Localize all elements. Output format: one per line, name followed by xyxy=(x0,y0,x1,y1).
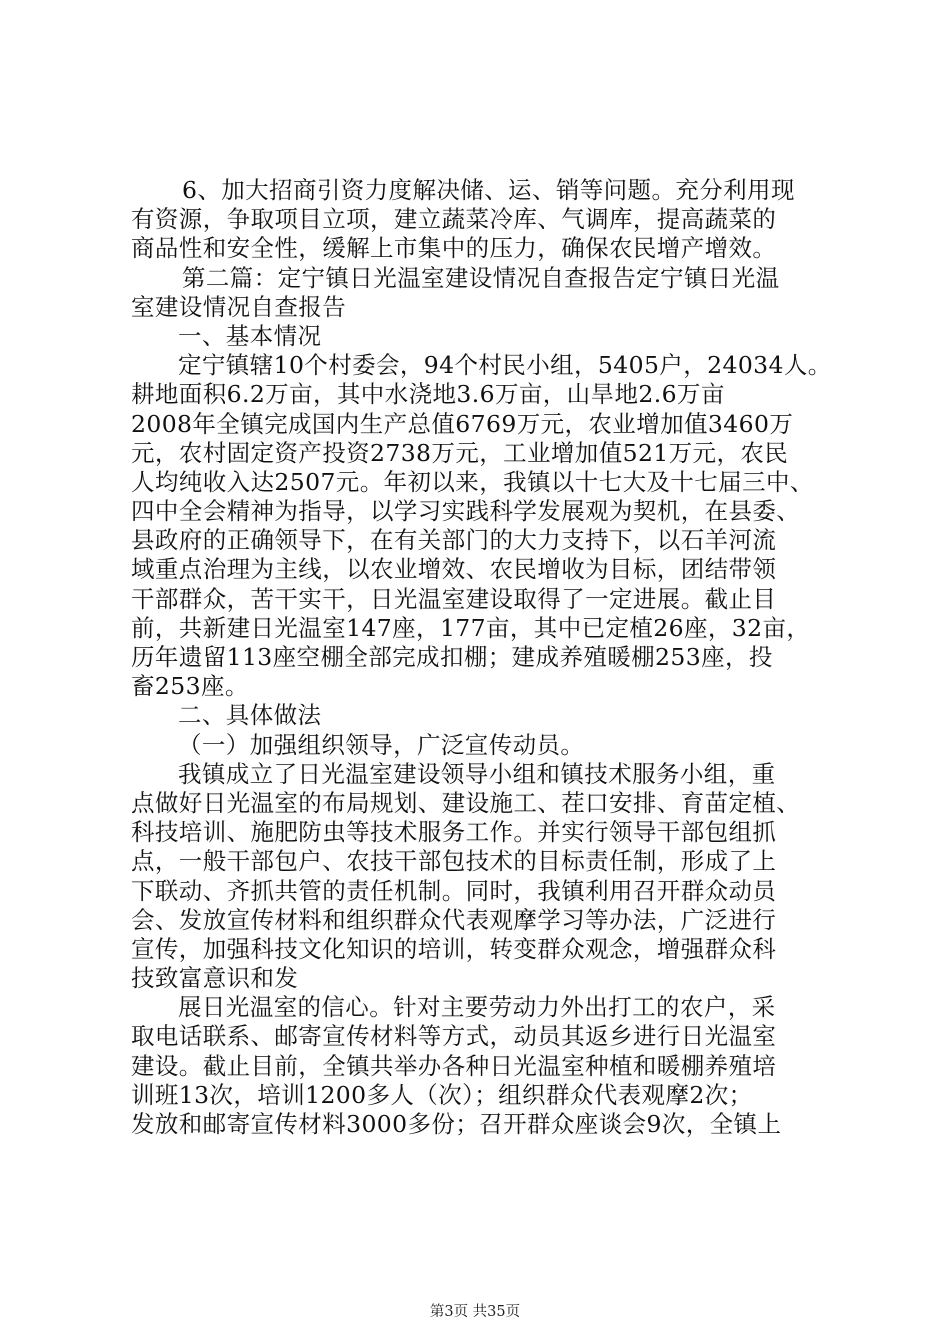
paragraph-line: 技致富意识和发 xyxy=(131,964,299,993)
paragraph-line: 点，一般干部包户、农技干部包技术的目标责任制，形成了上 xyxy=(131,847,777,876)
subsection-heading: （一）加强组织领导，广泛宣传动员。 xyxy=(178,730,585,759)
paragraph-line: 域重点治理为主线，以农业增效、农民增收为目标，团结带领 xyxy=(131,555,777,584)
paragraph-line: 发放和邮寄宣传材料3000多份；召开群众座谈会9次，全镇上 xyxy=(131,1110,782,1138)
page-number-footer: 第3页 共35页 xyxy=(429,1304,521,1320)
paragraph-line: 定宁镇辖10个村委会，94个村民小组，5405户，24034人。 xyxy=(178,351,832,380)
paragraph-line: 取电话联系、邮寄宣传材料等方式，动员其返乡进行日光温室 xyxy=(131,1022,777,1051)
paragraph-line: 历年遗留113座空棚全部完成扣棚；建成养殖暖棚253座，投 xyxy=(131,643,773,671)
paragraph-line: 元，农村固定资产投资2738万元，工业增加值521万元，农民 xyxy=(131,438,789,467)
paragraph-line: 科技培训、施肥防虫等技术服务工作。并实行领导干部包组抓 xyxy=(131,818,777,847)
section-heading-line: 第二篇：定宁镇日光温室建设情况自查报告定宁镇日光温 xyxy=(182,263,780,292)
paragraph-line: 展日光温室的信心。针对主要劳动力外出打工的农户，采 xyxy=(178,993,776,1022)
subsection-heading: 一、基本情况 xyxy=(178,321,322,350)
paragraph-line: 耕地面积6.2万亩，其中水浇地3.6万亩，山旱地2.6万亩 xyxy=(131,380,725,409)
paragraph-line: 有资源，争取项目立项，建立蔬菜冷库、气调库，提高蔬菜的 xyxy=(131,205,777,234)
paragraph-line: 点做好日光温室的布局规划、建设施工、茬口安排、育苗定植、 xyxy=(131,788,801,817)
paragraph-line: 干部群众，苦干实干，日光温室建设取得了一定进展。截止目 xyxy=(131,584,777,613)
paragraph-line: 建设。截止目前，全镇共举办各种日光温室种植和暖棚养殖培 xyxy=(131,1051,777,1080)
paragraph-line: 四中全会精神为指导，以学习实践科学发展观为契机，在县委、 xyxy=(131,497,801,526)
paragraph-line: 商品性和安全性，缓解上市集中的压力，确保农民增产增效。 xyxy=(131,234,777,263)
paragraph-line: 前，共新建日光温室147座，177亩，其中已定植26座，32亩， xyxy=(131,613,811,642)
paragraph-line: 人均纯收入达2507元。年初以来，我镇以十七大及十七届三中、 xyxy=(131,467,814,496)
paragraph-line: 宣传，加强科技文化知识的培训，转变群众观念，增强群众科 xyxy=(131,934,777,963)
paragraph-line: 6、加大招商引资力度解决储、运、销等问题。充分利用现 xyxy=(182,176,795,204)
paragraph-line: 2008年全镇完成国内生产总值6769万元，农业增加值3460万 xyxy=(131,409,794,438)
paragraph-line: 县政府的正确领导下，在有关部门的大力支持下，以石羊河流 xyxy=(131,526,777,555)
section-heading-line: 室建设情况自查报告 xyxy=(131,292,347,321)
paragraph-line: 训班13次，培训1200多人（次）；组织群众代表观摩2次； xyxy=(131,1080,753,1109)
paragraph-line: 我镇成立了日光温室建设领导小组和镇技术服务小组，重 xyxy=(178,759,776,788)
paragraph-line: 会、发放宣传材料和组织群众代表观摩学习等办法，广泛进行 xyxy=(131,905,777,934)
paragraph-line: 下联动、齐抓共管的责任机制。同时，我镇利用召开群众动员 xyxy=(131,876,777,905)
document-body xyxy=(131,176,831,1139)
subsection-heading: 二、具体做法 xyxy=(178,701,322,730)
paragraph-line: 畜253座。 xyxy=(131,672,249,701)
